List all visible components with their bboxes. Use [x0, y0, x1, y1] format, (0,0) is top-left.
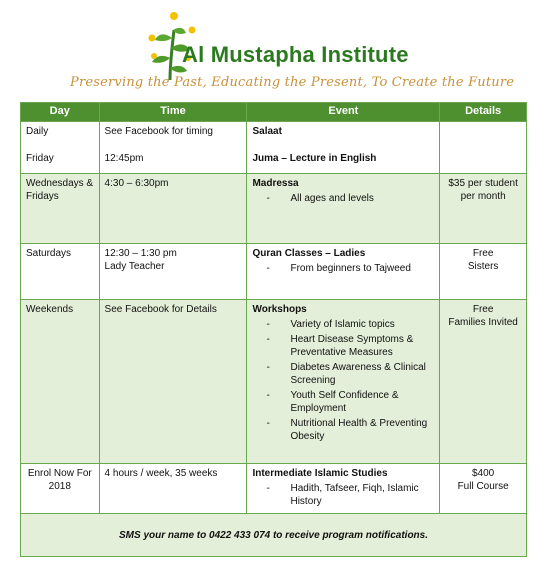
time-text: See Facebook for Details — [104, 304, 217, 315]
table-row — [21, 244, 527, 300]
header-time: Time — [99, 103, 247, 122]
table-row — [21, 122, 527, 174]
day-text: Wednesdays & Fridays — [26, 178, 94, 202]
cell-event — [247, 464, 440, 514]
cell-time — [99, 244, 247, 300]
event-items — [252, 318, 434, 443]
day-friday: Friday — [26, 153, 54, 164]
details-subtext: Families Invited — [448, 317, 518, 328]
day-text: Enrol Now For 2018 — [27, 468, 92, 492]
day-text: Weekends — [26, 304, 74, 315]
details-subtext: Sisters — [467, 261, 499, 272]
event-items — [252, 192, 434, 205]
cell-time — [99, 300, 247, 464]
cell-event — [247, 300, 440, 464]
list-item: - Heart Disease Symptoms & Preventative Measures — [266, 333, 434, 359]
table-header-row — [21, 103, 527, 122]
time-friday: 12:45pm — [104, 153, 144, 164]
time-subtext: Lady Teacher — [104, 261, 165, 272]
footer-row — [21, 514, 527, 557]
event-salaat: Salaat — [252, 126, 282, 137]
cell-time — [99, 464, 247, 514]
event-items — [252, 482, 434, 508]
list-item: - Youth Self Confidence & Employment — [266, 389, 434, 415]
list-item: - From beginners to Tajweed — [266, 262, 434, 275]
cell-event — [247, 244, 440, 300]
header-details: Details — [440, 103, 527, 122]
table-row — [21, 464, 527, 514]
event-title: Madressa — [252, 178, 299, 189]
day-daily: Daily — [26, 126, 49, 137]
list-item: - All ages and levels — [266, 192, 434, 205]
cell-day — [21, 174, 100, 244]
details-text: Free — [472, 304, 494, 315]
time-text: 4:30 – 6:30pm — [104, 178, 169, 189]
cell-details — [440, 464, 527, 514]
cell-time — [99, 174, 247, 244]
cell-day — [21, 300, 100, 464]
page-header — [0, 0, 545, 100]
event-items — [252, 262, 434, 275]
cell-details — [440, 174, 527, 244]
table-row — [21, 174, 527, 244]
details-text: $35 per student per month — [448, 178, 518, 202]
day-text: Saturdays — [26, 248, 72, 259]
list-item: - Diabetes Awareness & Clinical Screening — [266, 361, 434, 387]
time-text: 4 hours / week, 35 weeks — [104, 468, 218, 479]
cell-day — [21, 122, 100, 174]
list-item: - Hadith, Tafseer, Fiqh, Islamic History — [266, 482, 434, 508]
table-row — [21, 300, 527, 464]
details-subtext: Full Course — [457, 481, 509, 492]
time-daily: See Facebook for timing — [104, 126, 213, 137]
event-title: Intermediate Islamic Studies — [252, 468, 388, 479]
header-day: Day — [21, 103, 100, 122]
page-title: Al Mustapha Institute — [182, 42, 409, 67]
event-title: Quran Classes – Ladies — [252, 248, 366, 259]
event-juma: Juma – Lecture in English — [252, 153, 377, 164]
cell-event — [247, 174, 440, 244]
cell-details — [440, 300, 527, 464]
header-event: Event — [247, 103, 440, 122]
cell-day — [21, 244, 100, 300]
cell-time — [99, 122, 247, 174]
cell-details — [440, 244, 527, 300]
list-item: - Nutritional Health & Preventing Obesity — [266, 417, 434, 443]
tagline: Preserving the Past, Educating the Present, To Create the Future — [70, 75, 515, 90]
cell-details — [440, 122, 527, 174]
cell-event — [247, 122, 440, 174]
event-title: Workshops — [252, 304, 307, 315]
details-text: Free — [472, 248, 494, 259]
schedule-table — [20, 102, 527, 557]
details-text: $400 — [472, 468, 495, 479]
cell-day — [21, 464, 100, 514]
list-item: - Variety of Islamic topics — [266, 318, 434, 331]
time-text: 12:30 – 1:30 pm — [104, 248, 177, 259]
sms-notice: SMS your name to 0422 433 074 to receive program notifications. — [21, 514, 527, 557]
